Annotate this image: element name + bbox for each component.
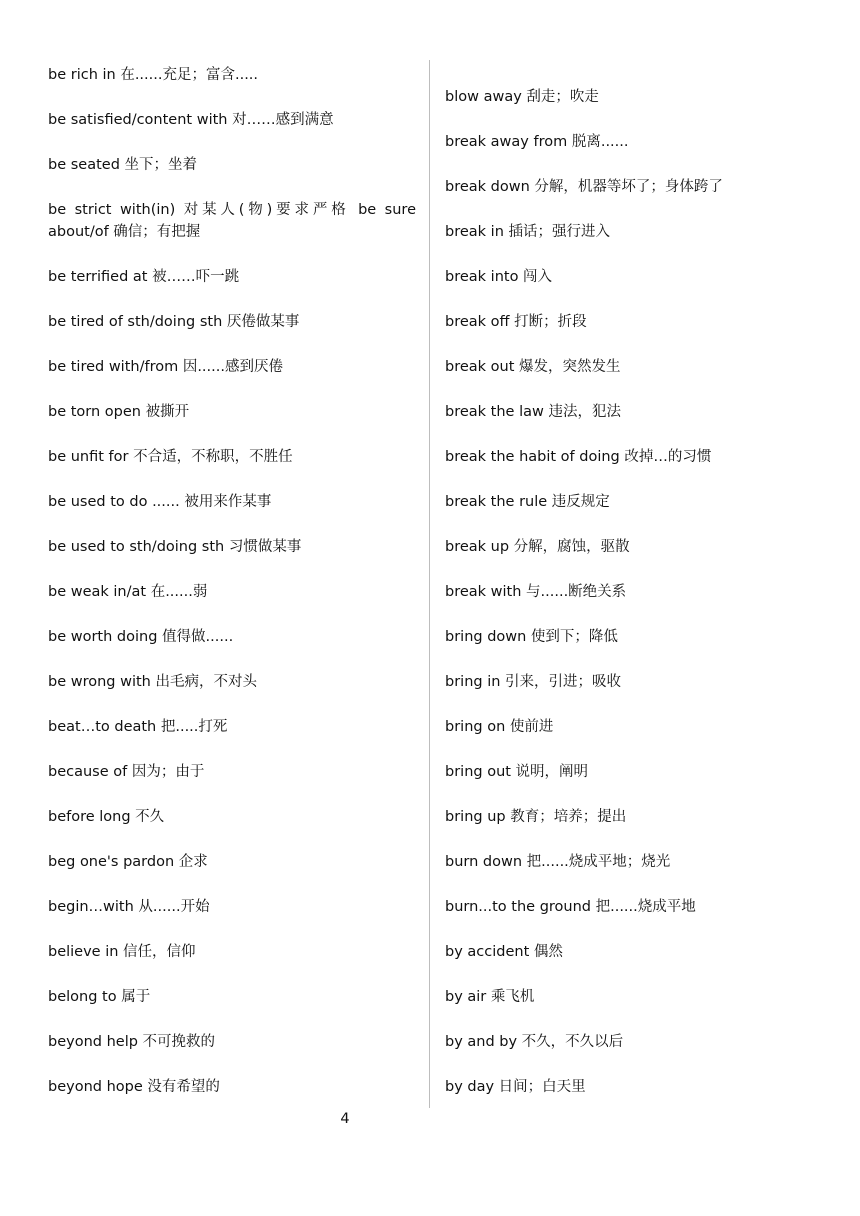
phrase-entry: because of 因为；由于	[48, 764, 205, 780]
phrase-entry: beg one's pardon 企求	[48, 854, 208, 870]
phrase-entry: before long 不久	[48, 809, 165, 825]
phrase-entry: break out 爆发，突然发生	[445, 359, 621, 375]
phrase-entry: be used to do ...... 被用来作某事	[48, 494, 272, 510]
phrase-entry: bring on 使前进	[445, 719, 554, 735]
phrase-entry: by air 乘飞机	[445, 989, 535, 1005]
phrase-entry: beyond help 不可挽救的	[48, 1034, 216, 1050]
phrase-entry: break the rule 违反规定	[445, 494, 610, 510]
phrase-entry: bring up 教育；培养；提出	[445, 809, 627, 825]
phrase-entry: bring down 使到下；降低	[445, 629, 618, 645]
page-number: 4	[340, 1111, 350, 1127]
phrase-entry: break in 插话；强行进入	[445, 224, 610, 240]
phrase-entry: be used to sth/doing sth 习惯做某事	[48, 539, 302, 555]
phrase-entry: burn...to the ground 把......烧成平地	[445, 899, 696, 915]
phrase-entry: be strict with(in) 对某人(物)要求严格 be sure about/of 确信；有把握	[48, 202, 416, 240]
phrase-entry: break down 分解，机器等坏了；身体跨了	[445, 179, 723, 195]
phrase-entry: believe in 信任，信仰	[48, 944, 196, 960]
phrase-entry: bring in 引来，引进；吸收	[445, 674, 622, 690]
phrase-entry: be tired of sth/doing sth 厌倦做某事	[48, 314, 300, 330]
phrase-entry: be tired with/from 因......感到厌倦	[48, 359, 283, 375]
phrase-entry: be terrified at 被……吓一跳	[48, 269, 240, 285]
phrase-entry: be rich in 在......充足；富含.....	[48, 67, 259, 83]
phrase-entry: break with 与......断绝关系	[445, 584, 627, 600]
phrase-entry: burn down 把......烧成平地；烧光	[445, 854, 671, 870]
phrase-entry: beat…to death 把.....打死	[48, 719, 228, 735]
phrase-entry: break the habit of doing 改掉…的习惯	[445, 449, 712, 465]
phrase-entry: break the law 违法，犯法	[445, 404, 621, 420]
phrase-entry: break off 打断；折段	[445, 314, 587, 330]
phrase-entry: beyond hope 没有希望的	[48, 1079, 220, 1095]
phrase-entry: by and by 不久，不久以后	[445, 1034, 624, 1050]
column-divider	[429, 60, 430, 1108]
phrase-entry: be unfit for 不合适，不称职，不胜任	[48, 449, 293, 465]
phrase-entry: bring out 说明，阐明	[445, 764, 589, 780]
phrase-entry: break away from 脱离......	[445, 134, 629, 150]
phrase-entry: be seated 坐下；坐着	[48, 157, 198, 173]
phrase-entry: by accident 偶然	[445, 944, 563, 960]
phrase-entry: break up 分解，腐蚀，驱散	[445, 539, 630, 555]
phrase-entry: by day 日间；白天里	[445, 1079, 586, 1095]
phrase-entry: break into 闯入	[445, 269, 553, 285]
phrase-entry: be satisfied/content with 对……感到满意	[48, 112, 334, 128]
phrase-entry: blow away 刮走；吹走	[445, 89, 599, 105]
phrase-entry: be worth doing 值得做......	[48, 629, 234, 645]
phrase-entry: begin…with 从......开始	[48, 899, 210, 915]
phrase-entry: be weak in/at 在......弱	[48, 584, 208, 600]
phrase-entry: be torn open 被撕开	[48, 404, 190, 420]
phrase-entry: be wrong with 出毛病，不对头	[48, 674, 257, 690]
phrase-entry: belong to 属于	[48, 989, 151, 1005]
